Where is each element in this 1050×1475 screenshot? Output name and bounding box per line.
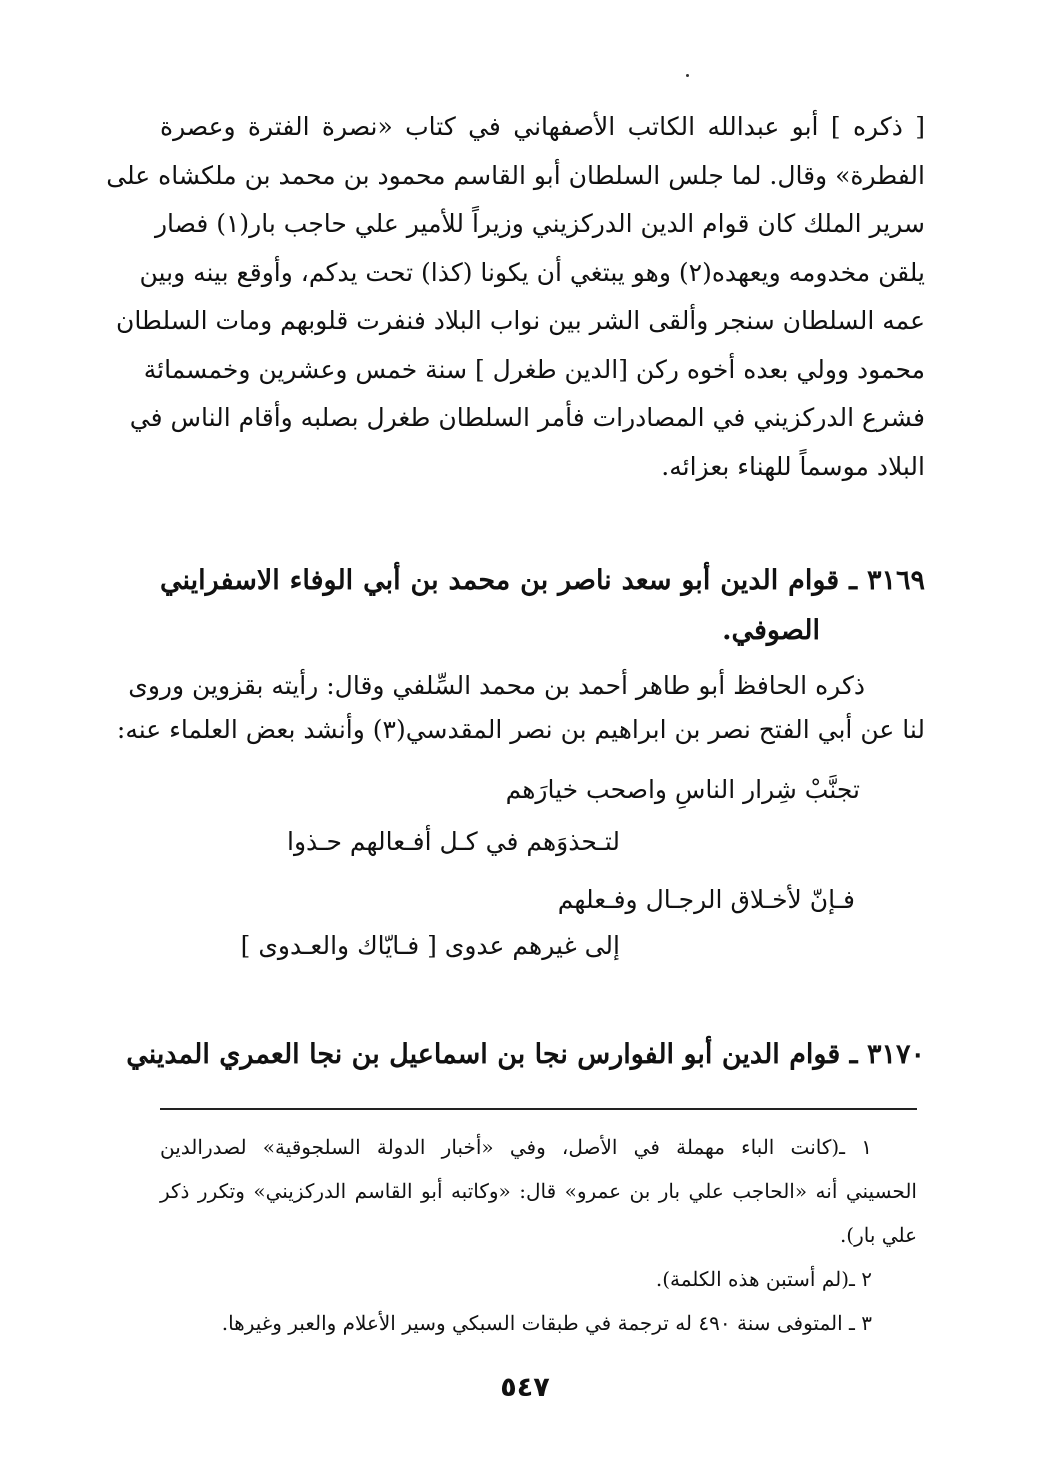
footnote-divider [160,1108,917,1110]
text-line: البلاد موسماً للهناء بعزائه. [661,451,925,481]
text-line: محمود وولي بعده أخوه ركن [الدين طغرل ] سنة خمس وعشرين وخمسمائة [143,354,925,384]
entry-3169-heading [160,556,925,656]
verse-line: إلى غيرهم عدوى [ فـايّاك والعـدوى ] [240,931,620,960]
text-line: لنا عن أبي الفتح نصر بن ابراهيم بن نصر المقدسي(٣) وأنشد بعض العلماء عنه: [116,715,925,744]
verse-line: فـإنّ لأخـلاق الرجـال وفـعلهم [557,885,855,914]
entry-3170-heading [126,1030,925,1080]
text-line: الفطرة» وقال. لما جلس السلطان أبو القاسم محمود بن محمد بن ملكشاه على [106,160,925,190]
entry-3169-text [116,664,925,752]
text-line: يلقن مخدومه ويعهده(٢) وهو يبتغي أن يكونا (كذا) تحت يدكم، وأوقع بينه وبين [139,257,925,287]
stray-mark [686,74,689,77]
text-line: فشرع الدركزيني في المصادرات فأمر السلطان طغرل بصلبه وأقام الناس في [129,403,925,432]
text-line: ذكره الحافظ أبو طاهر أحمد بن محمد السِّلفي وقال: رأيته بقزوين وروى [128,671,865,700]
heading-line: ٣١٧٠ ـ قوام الدين أبو الفوارس نجا بن اسماعيل بن نجا العمري المديني [126,1039,925,1070]
entry-prev-text [106,103,925,491]
footnotes [160,1125,917,1345]
heading-line: ٣١٦٩ ـ قوام الدين أبو سعد ناصر بن محمد بن أبي الوفاء الاسفرايني [160,565,925,596]
heading-line: الصوفي. [722,615,820,646]
footnote-line: الحسيني أنه «الحاجب علي بار بن عمرو» قال: «وكاتبه أبو القاسم الدركزيني» وتكرر ذكر [160,1179,917,1203]
text-line: سرير الملك كان قوام الدين الدركزيني وزيراً للأمير علي حاجب بار(١) فصار [154,209,925,238]
page-number: ٥٤٧ [500,1372,550,1403]
text-line: عمه السلطان سنجر وألقى الشر بين نواب البلاد فنفرت قلوبهم ومات السلطان [115,306,925,335]
footnote-line: علي بار). [839,1223,917,1247]
verse-line: تجنَّبْ شِرار الناسِ واصحب خيارَهم [505,775,860,804]
footnote-line: ٢ ـ(لم أستبن هذه الكلمة). [655,1267,872,1291]
verse-line: لتـحذوَهم في كـل أفـعالهم حـذوا [287,827,620,856]
text-line: [ ذكره ] أبو عبدالله الكاتب الأصفهاني في كتاب «نصرة الفترة وعصرة [160,112,925,141]
footnote-line: ٣ ـ المتوفى سنة ٤٩٠ له ترجمة في طبقات السبكي وسير الأعلام والعبر وغيرها. [221,1311,872,1335]
footnote-line: ١ ـ(كانت الباء مهملة في الأصل، وفي «أخبار الدولة السلجوقية» لصدرالدين [160,1135,872,1159]
